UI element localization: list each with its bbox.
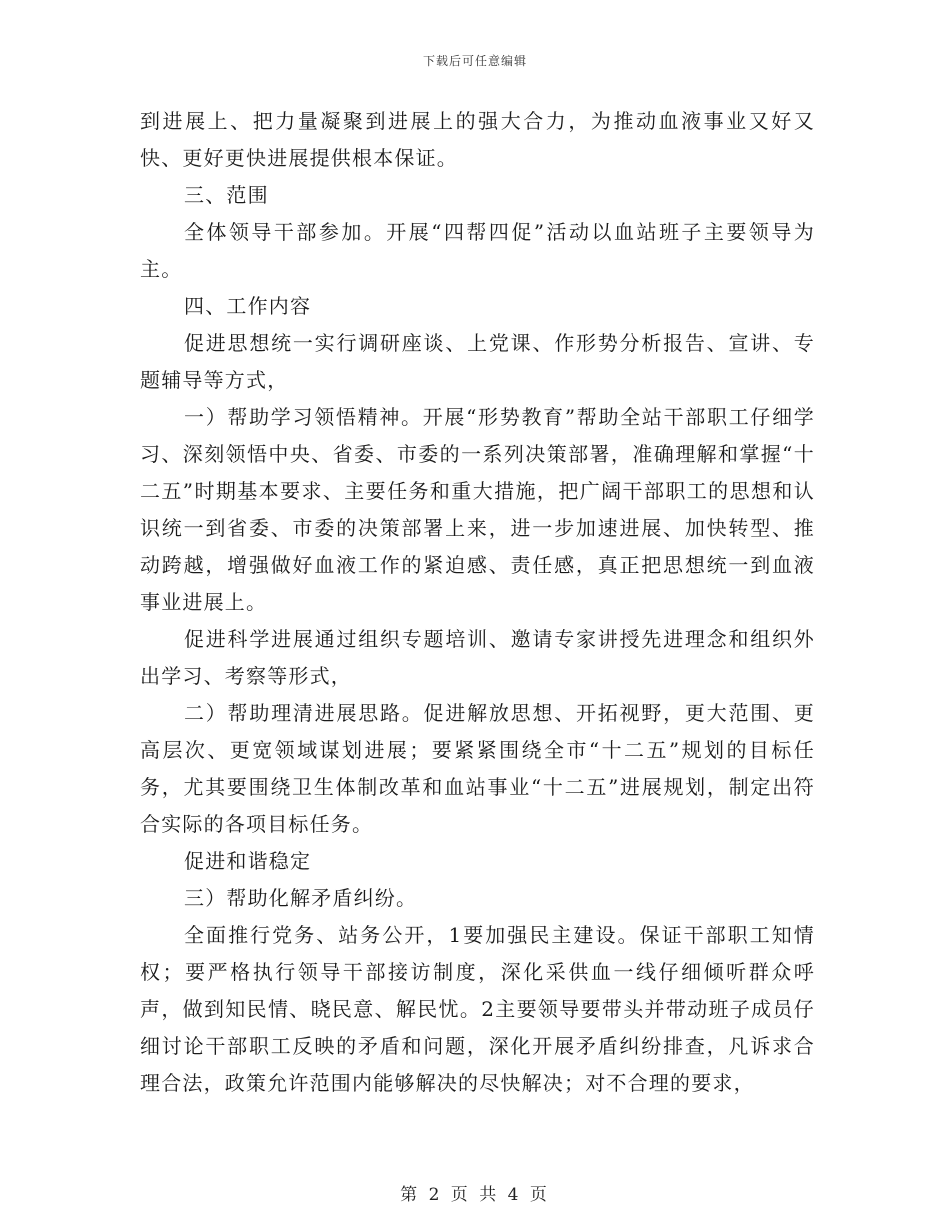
paragraph-7: 促进科学进展通过组织专题培训、邀请专家讲授先进理念和组织外出学习、考察等形式，: [140, 627, 815, 688]
section-heading-scope: 三、范围: [184, 183, 269, 207]
page-header: 下载后可任意编辑: [422, 54, 527, 68]
section-heading-work-content: 四、工作内容: [184, 294, 312, 318]
document-body: [140, 103, 815, 1102]
paragraph-10: 三）帮助化解矛盾纠纷。: [184, 886, 418, 910]
paragraph-8: 二）帮助理清进展思路。促进解放思想、开拓视野，更大范围、更高层次、更宽领域谋划进展；要紧紧围绕全市“十二五”规划的目标任务，尤其要围绕卫生体制改革和血站事业“十二五”进展规划，制定出符合实际的各项目标任务。: [140, 701, 815, 836]
paragraph-6: 一）帮助学习领悟精神。开展“形势教育”帮助全站干部职工仔细学习、深刻领悟中央、省委、市委的一系列决策部署，准确理解和掌握“十二五”时期基本要求、主要任务和重大措施，把广阔干部职工的思想和认识统一到省委、市委的决策部署上来，进一步加速进展、加快转型、推动跨越，增强做好血液工作的紧迫感、责任感，真正把思想统一到血液事业进展上。: [140, 405, 815, 614]
paragraph-9: 促进和谐稳定: [184, 849, 312, 873]
page-footer: 第 2 页 共 4 页: [400, 1185, 550, 1205]
paragraph-1: 到进展上、把力量凝聚到进展上的强大合力，为推动血液事业又好又快、更好更快进展提供根本保证。: [140, 109, 815, 170]
paragraph-3: 全体领导干部参加。开展“四帮四促”活动以血站班子主要领导为主。: [140, 220, 815, 281]
paragraph-5: 促进思想统一实行调研座谈、上党课、作形势分析报告、宣讲、专题辅导等方式，: [140, 331, 815, 392]
paragraph-11: 全面推行党务、站务公开，1要加强民主建设。保证干部职工知情权；要严格执行领导干部接访制度，深化采供血一线仔细倾听群众呼声，做到知民情、晓民意、解民忧。2主要领导要带头并带动班子成员仔细讨论干部职工反映的矛盾和问题，深化开展矛盾纠纷排查，凡诉求合理合法，政策允许范围内能够解决的尽快解决；对不合理的要求，: [140, 923, 815, 1095]
